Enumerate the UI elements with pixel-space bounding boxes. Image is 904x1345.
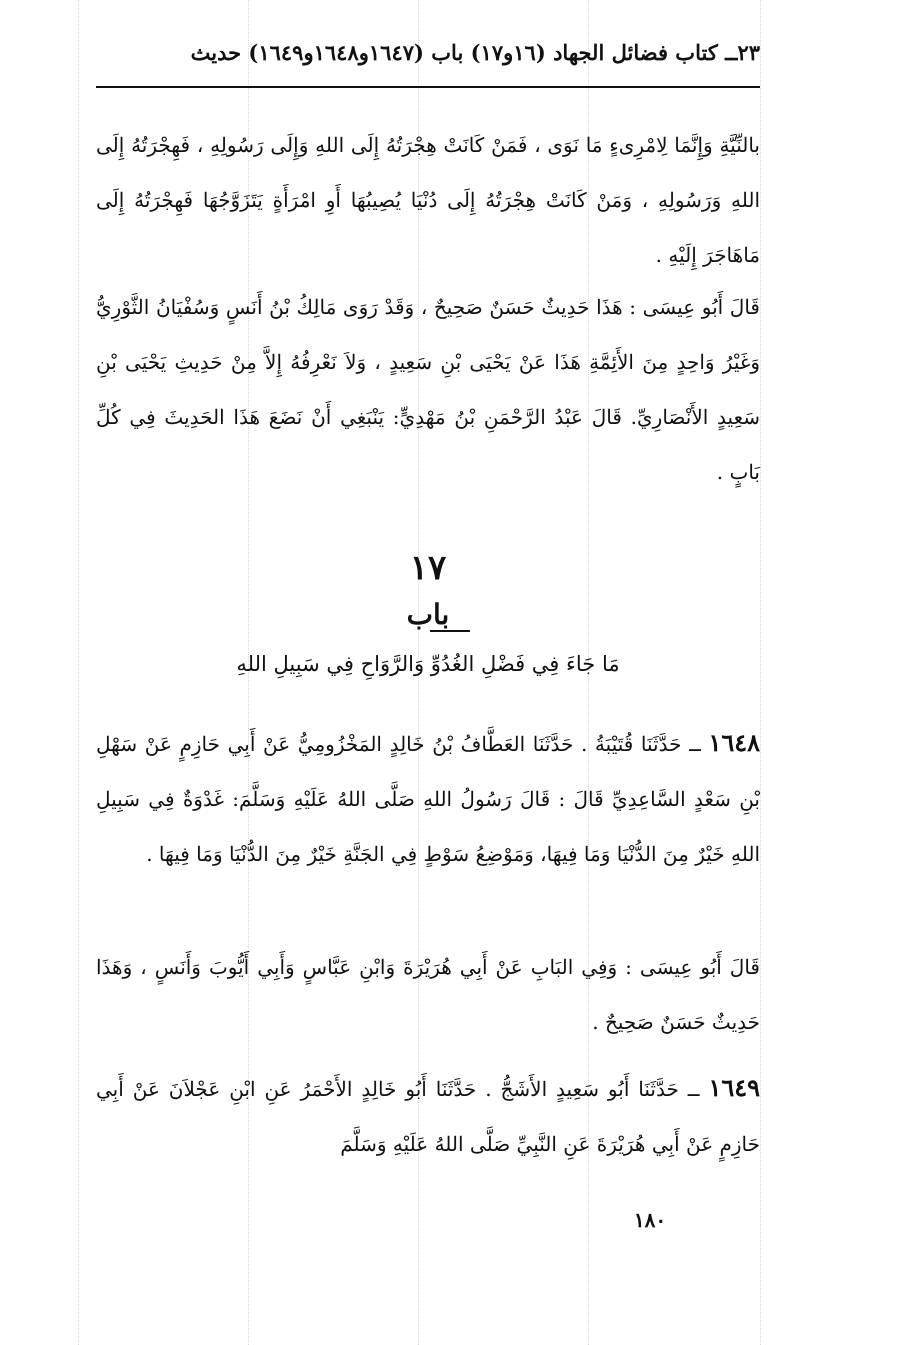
- paragraph-commentary-2: قَالَ أَبُو عِيسَى : وَفِي البَابِ عَنْ أَبِي هُرَيْرَةَ وَابْنِ عَبَّاسٍ وَأَبِي أَيُّوبَ وَأَنَسٍ ، وَهَذَا حَدِيثٌ حَسَنٌ صَحِيحٌ .: [96, 955, 760, 1034]
- paragraph-hadith-1649: [96, 1060, 760, 1172]
- chapter-heading: باب: [406, 598, 450, 631]
- paragraph-hadith-continuation: بالنِّيَّةِ وَإِنَّمَا لِامْرِىءٍ مَا نَوَى ، فَمَنْ كَانَتْ هِجْرَتُهُ إِلَى اللهِ وَإِلَى رَسُولِهِ ، فَهِجْرَتُهُ إِلَى اللهِ وَرَسُولِهِ ، وَمَنْ كَانَتْ هِجْرَتُهُ إِلَى دُنْيَا يُصِيبُهَا أَوِ امْرَأَةٍ يَتَزَوَّجُهَا فَهِجْرَتُهُ إِلَى مَاهَاجَرَ إِلَيْهِ .: [96, 133, 761, 267]
- hadith-number: ١٦٤٨: [708, 728, 760, 757]
- page-number: ١٨٠: [633, 1208, 667, 1232]
- hadith-text: ــ حَدَّثَنَا قُتَيْبَةُ . حَدَّثَنَا العَطَّافُ بْنُ خَالِدٍ المَخْزُومِيُّ عَنْ أَبِي حَازِمٍ عَنْ سَهْلِ بْنِ سَعْدٍ السَّاعِدِيِّ قَالَ : قَالَ رَسُولُ اللهِ صَلَّى اللهُ عَلَيْهِ وَسَلَّمَ: غَدْوَةٌ فِي سَبِيلِ اللهِ خَيْرٌ مِنَ الدُّنْيَا وَمَا فِيهَا، وَمَوْضِعُ سَوْطٍ فِي الجَنَّةِ خَيْرٌ مِنَ الدُّنْيَا وَمَا فِيهَا .: [96, 732, 761, 866]
- paragraph-commentary: قَالَ أَبُو عِيسَى : هَذَا حَدِيثٌ حَسَنٌ صَحِيحٌ ، وَقَدْ رَوَى مَالِكُ بْنُ أَنَسٍ وَسُفْيَانُ الثَّوْرِيُّ وَغَيْرُ وَاحِدٍ مِنَ الأَئِمَّةِ هَذَا عَنْ يَحْيَى بْنِ سَعِيدٍ ، وَلاَ نَعْرِفُهُ إِلاَّ مِنْ حَدِيثِ يَحْيَى بْنِ سَعِيدٍ الأَنْصَارِيِّ. قَالَ عَبْدُ الرَّحْمَنِ بْنُ مَهْدِيٍّ: يَنْبَغِي أَنْ نَضَعَ هَذَا الحَدِيثَ فِي كُلِّ بَابٍ .: [96, 295, 760, 484]
- scan-guide-line: [78, 0, 79, 1345]
- paragraph-hadith-1648: [96, 715, 760, 882]
- running-header: ٢٣ــ كتاب فضائل الجهاد (١٦و١٧) باب (١٦٤٧و١٦٤٨و١٦٤٩) حديث: [190, 40, 760, 65]
- scan-guide-line: [760, 0, 761, 1345]
- header-rule: [96, 86, 760, 88]
- hadith-number: ١٦٤٩: [708, 1073, 760, 1102]
- chapter-underline: [430, 630, 470, 632]
- chapter-number: ١٧: [409, 548, 447, 588]
- chapter-title: مَا جَاءَ فِي فَضْلِ الغُدُوِّ وَالرَّوَاحِ فِي سَبِيلِ اللهِ: [236, 652, 620, 676]
- hadith-text: ــ حَدَّثَنَا أَبُو سَعِيدٍ الأَشَجُّ . حَدَّثَنَا أَبُو خَالِدٍ الأَحْمَرُ عَنِ ابْنِ عَجْلاَنَ عَنْ أَبِي حَازِمٍ عَنْ أَبِي هُرَيْرَةَ عَنِ النَّبِيِّ صَلَّى اللهُ عَلَيْهِ وَسَلَّمَ: [96, 1077, 760, 1156]
